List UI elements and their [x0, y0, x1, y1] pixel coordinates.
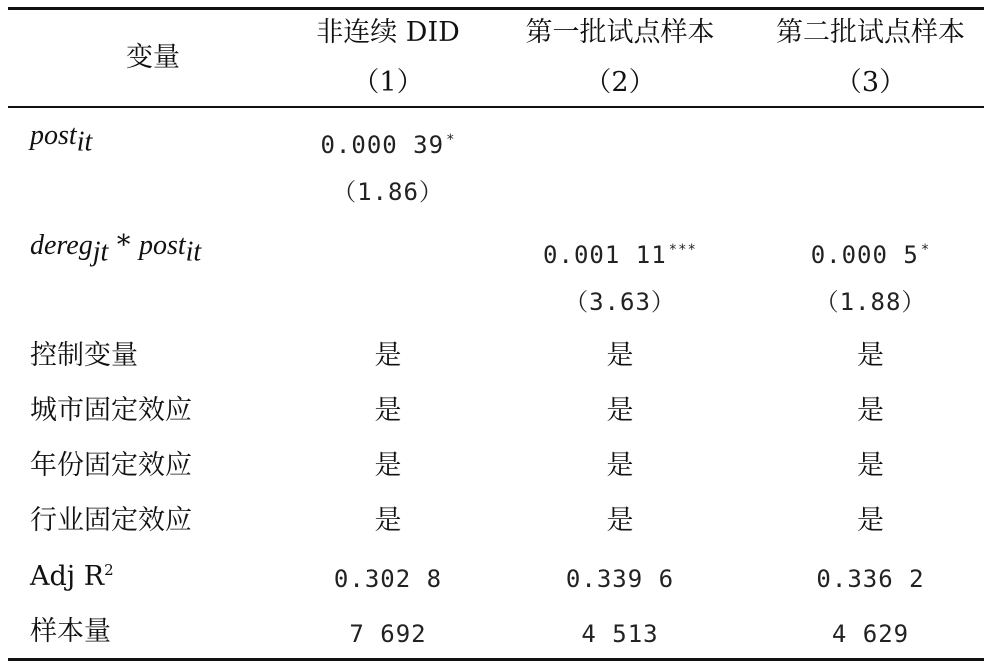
city-fe-c2: 是	[606, 395, 634, 426]
post-c1-value: 0.000 39	[320, 131, 445, 159]
industry-fe-label: 行业固定效应	[30, 505, 192, 536]
industry-fe-c1: 是	[374, 505, 402, 536]
dereg-c2-value: 0.001 11	[543, 241, 667, 269]
controls-c1: 是	[374, 340, 402, 371]
dereg-c2-tstat: （3.63）	[564, 288, 676, 316]
var-dereg-post	[30, 230, 202, 268]
var-post-sub: it	[76, 126, 93, 158]
dereg-c3-value: 0.000 5	[810, 241, 919, 269]
controls-c3: 是	[857, 340, 884, 371]
n-label: 样本量	[30, 616, 111, 647]
header-variable-label: 变量	[126, 42, 180, 73]
year-fe-c3: 是	[857, 450, 884, 481]
col2-title: 第一批试点样本	[525, 17, 715, 48]
dereg-c3-stars: *	[920, 242, 931, 258]
industry-fe-c2: 是	[606, 505, 634, 536]
dereg-c2-coef	[501, 234, 739, 269]
city-fe-c1: 是	[374, 395, 402, 426]
var-post-b-sub: it	[185, 236, 202, 268]
col1-number: （1）	[352, 67, 424, 98]
col2-number: （2）	[584, 67, 656, 98]
adj-r2-c2: 0.339 6	[565, 565, 675, 593]
dereg-c3-tstat: （1.88）	[814, 288, 927, 316]
var-post	[30, 120, 93, 158]
regression-table	[8, 0, 984, 672]
n-c2: 4 513	[581, 620, 659, 648]
year-fe-label: 年份固定效应	[30, 450, 192, 481]
city-fe-label: 城市固定效应	[30, 395, 192, 426]
post-c1-tstat: （1.86）	[332, 178, 444, 206]
bottom-rule	[8, 658, 984, 661]
adj-r2-label	[30, 561, 114, 593]
industry-fe-c3: 是	[857, 505, 884, 536]
adj-r2-text: Adj R	[30, 561, 105, 592]
year-fe-c1: 是	[374, 450, 402, 481]
dereg-c2-stars: ***	[668, 242, 697, 258]
col3-number: （3）	[834, 67, 907, 98]
var-op: *	[108, 230, 139, 261]
post-c1-coef	[303, 124, 473, 159]
adj-r2-c3: 0.336 2	[816, 565, 925, 593]
adj-r2-sup: 2	[104, 561, 114, 579]
var-dereg-sub: jt	[92, 236, 109, 268]
adj-r2-c1: 0.302 8	[333, 565, 443, 593]
controls-label: 控制变量	[30, 340, 138, 371]
var-post-main: post	[30, 120, 77, 151]
post-c1-stars: *	[446, 132, 456, 148]
dereg-c3-coef	[753, 234, 988, 269]
header-rule	[8, 106, 984, 108]
var-post-b: post	[138, 230, 186, 261]
top-rule	[8, 7, 984, 10]
var-dereg: dereg	[30, 230, 93, 261]
n-c3: 4 629	[831, 620, 910, 648]
col3-title: 第二批试点样本	[776, 17, 965, 48]
controls-c2: 是	[606, 340, 634, 371]
col1-title: 非连续 DID	[316, 17, 460, 48]
n-c1: 7 692	[349, 620, 427, 648]
year-fe-c2: 是	[606, 450, 634, 481]
city-fe-c3: 是	[857, 395, 884, 426]
